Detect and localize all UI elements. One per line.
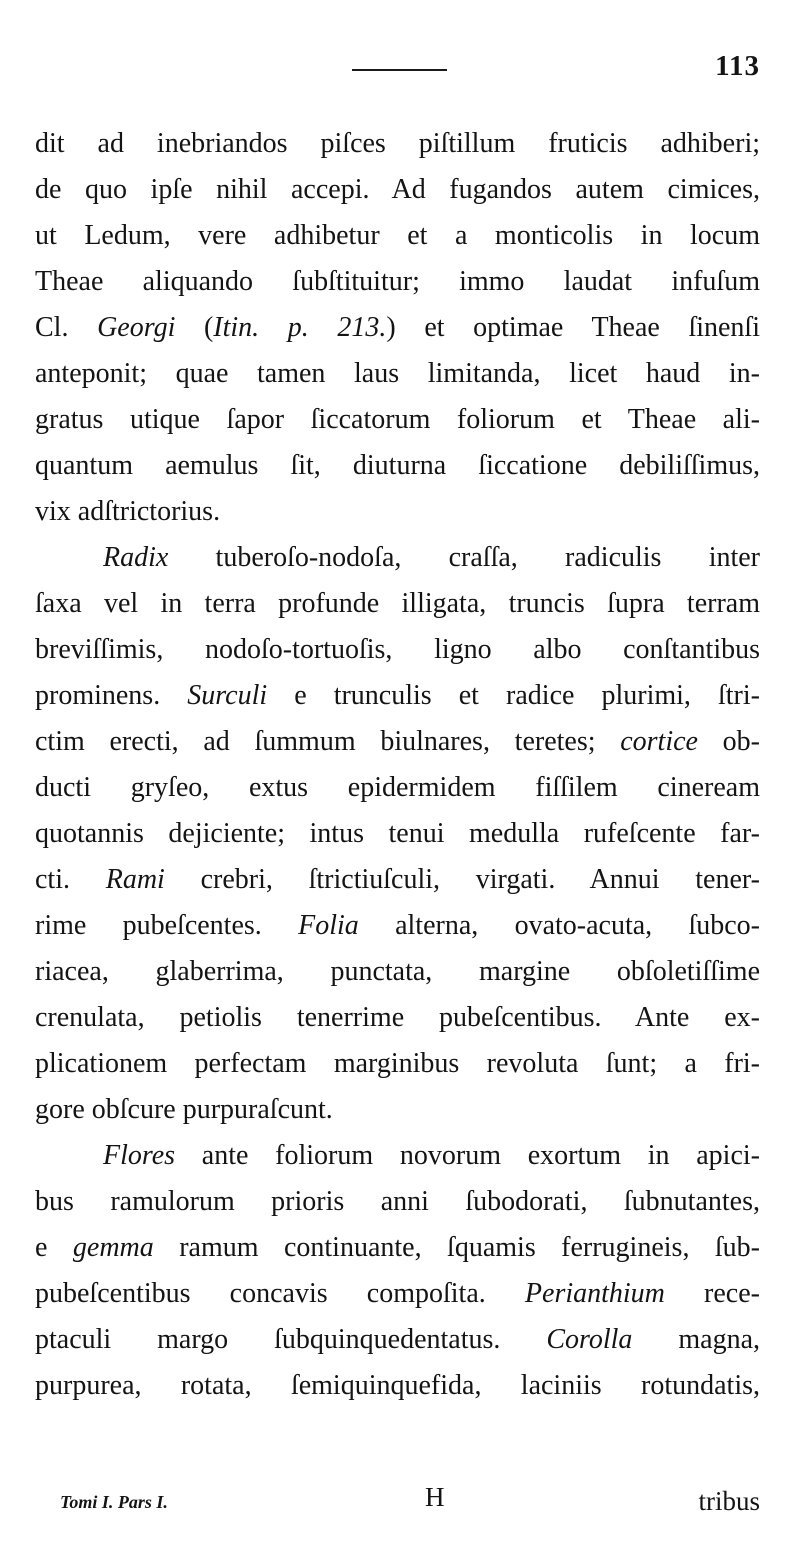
text-line: Theae aliquando ſubſtituitur; immo laudat infuſum bbox=[35, 266, 760, 297]
page-footer bbox=[35, 1482, 760, 1522]
text-line: prominens. Surculi e trunculis et radice plurimi, ſtri- bbox=[35, 680, 760, 711]
text-line: ut Ledum, vere adhibetur et a monticolis in locum bbox=[35, 220, 760, 251]
header-rule bbox=[352, 69, 447, 71]
gathering-mark: H bbox=[425, 1482, 445, 1512]
text-line: crenulata, petiolis tenerrime pubeſcentibus. Ante ex- bbox=[35, 1002, 760, 1033]
text-line: rime pubeſcentes. Folia alterna, ovato-acuta, ſubco- bbox=[35, 910, 760, 941]
text-line: ducti gryſeo, extus epidermidem fiſſilem cineream bbox=[35, 772, 760, 803]
text-line: purpurea, rotata, ſemiquinquefida, laciniis rotundatis, bbox=[35, 1370, 760, 1401]
text-line: ſaxa vel in terra profunde illigata, truncis ſupra terram bbox=[35, 588, 760, 619]
text-line: gratus utique ſapor ſiccatorum foliorum et Theae ali- bbox=[35, 404, 760, 435]
text-line: ctim erecti, ad ſummum biulnares, teretes; cortice ob- bbox=[35, 726, 760, 757]
text-line: plicationem perfectam marginibus revoluta ſunt; a fri- bbox=[35, 1048, 760, 1079]
text-line: Cl. Georgi (Itin. p. 213.) et optimae Theae ſinenſi bbox=[35, 312, 760, 343]
text-line: quantum aemulus ſit, diuturna ſiccatione debiliſſimus, bbox=[35, 450, 760, 481]
text-line: riacea, glaberrima, punctata, margine obſoletiſſime bbox=[35, 956, 760, 987]
text-line: quotannis dejiciente; intus tenui medulla rufeſcente far- bbox=[35, 818, 760, 849]
body-text bbox=[35, 121, 760, 1409]
paragraph-start-radix: Radix tuberoſo-nodoſa, craſſa, radiculis inter bbox=[103, 542, 760, 573]
text-line: anteponit; quae tamen laus limitanda, licet haud in- bbox=[35, 358, 760, 389]
text-line: de quo ipſe nihil accepi. Ad fugandos autem cimices, bbox=[35, 174, 760, 205]
text-line: ptaculi margo ſubquinquedentatus. Corolla magna, bbox=[35, 1324, 760, 1355]
text-line: breviſſimis, nodoſo-tortuoſis, ligno albo conſtantibus bbox=[35, 634, 760, 665]
text-line: gore obſcure purpuraſcunt. bbox=[35, 1094, 333, 1125]
paragraph-start-flores: Flores ante foliorum novorum exortum in apici- bbox=[103, 1140, 760, 1171]
text-line: vix adſtrictorius. bbox=[35, 496, 221, 527]
page-number: 113 bbox=[715, 50, 760, 82]
catchword: tribus bbox=[698, 1486, 760, 1516]
text-line: e gemma ramum continuante, ſquamis ferrugineis, ſub- bbox=[35, 1232, 760, 1263]
text-line: dit ad inebriandos piſces piſtillum fruticis adhiberi; bbox=[35, 128, 760, 159]
text-line: bus ramulorum prioris anni ſubodorati, ſubnutantes, bbox=[35, 1186, 760, 1217]
text-line: cti. Rami crebri, ſtrictiuſculi, virgati. Annui tener- bbox=[35, 864, 760, 895]
text-line: pubeſcentibus concavis compoſita. Perianthium rece- bbox=[35, 1278, 760, 1309]
volume-signature: Tomi I. Pars I. bbox=[60, 1492, 168, 1512]
